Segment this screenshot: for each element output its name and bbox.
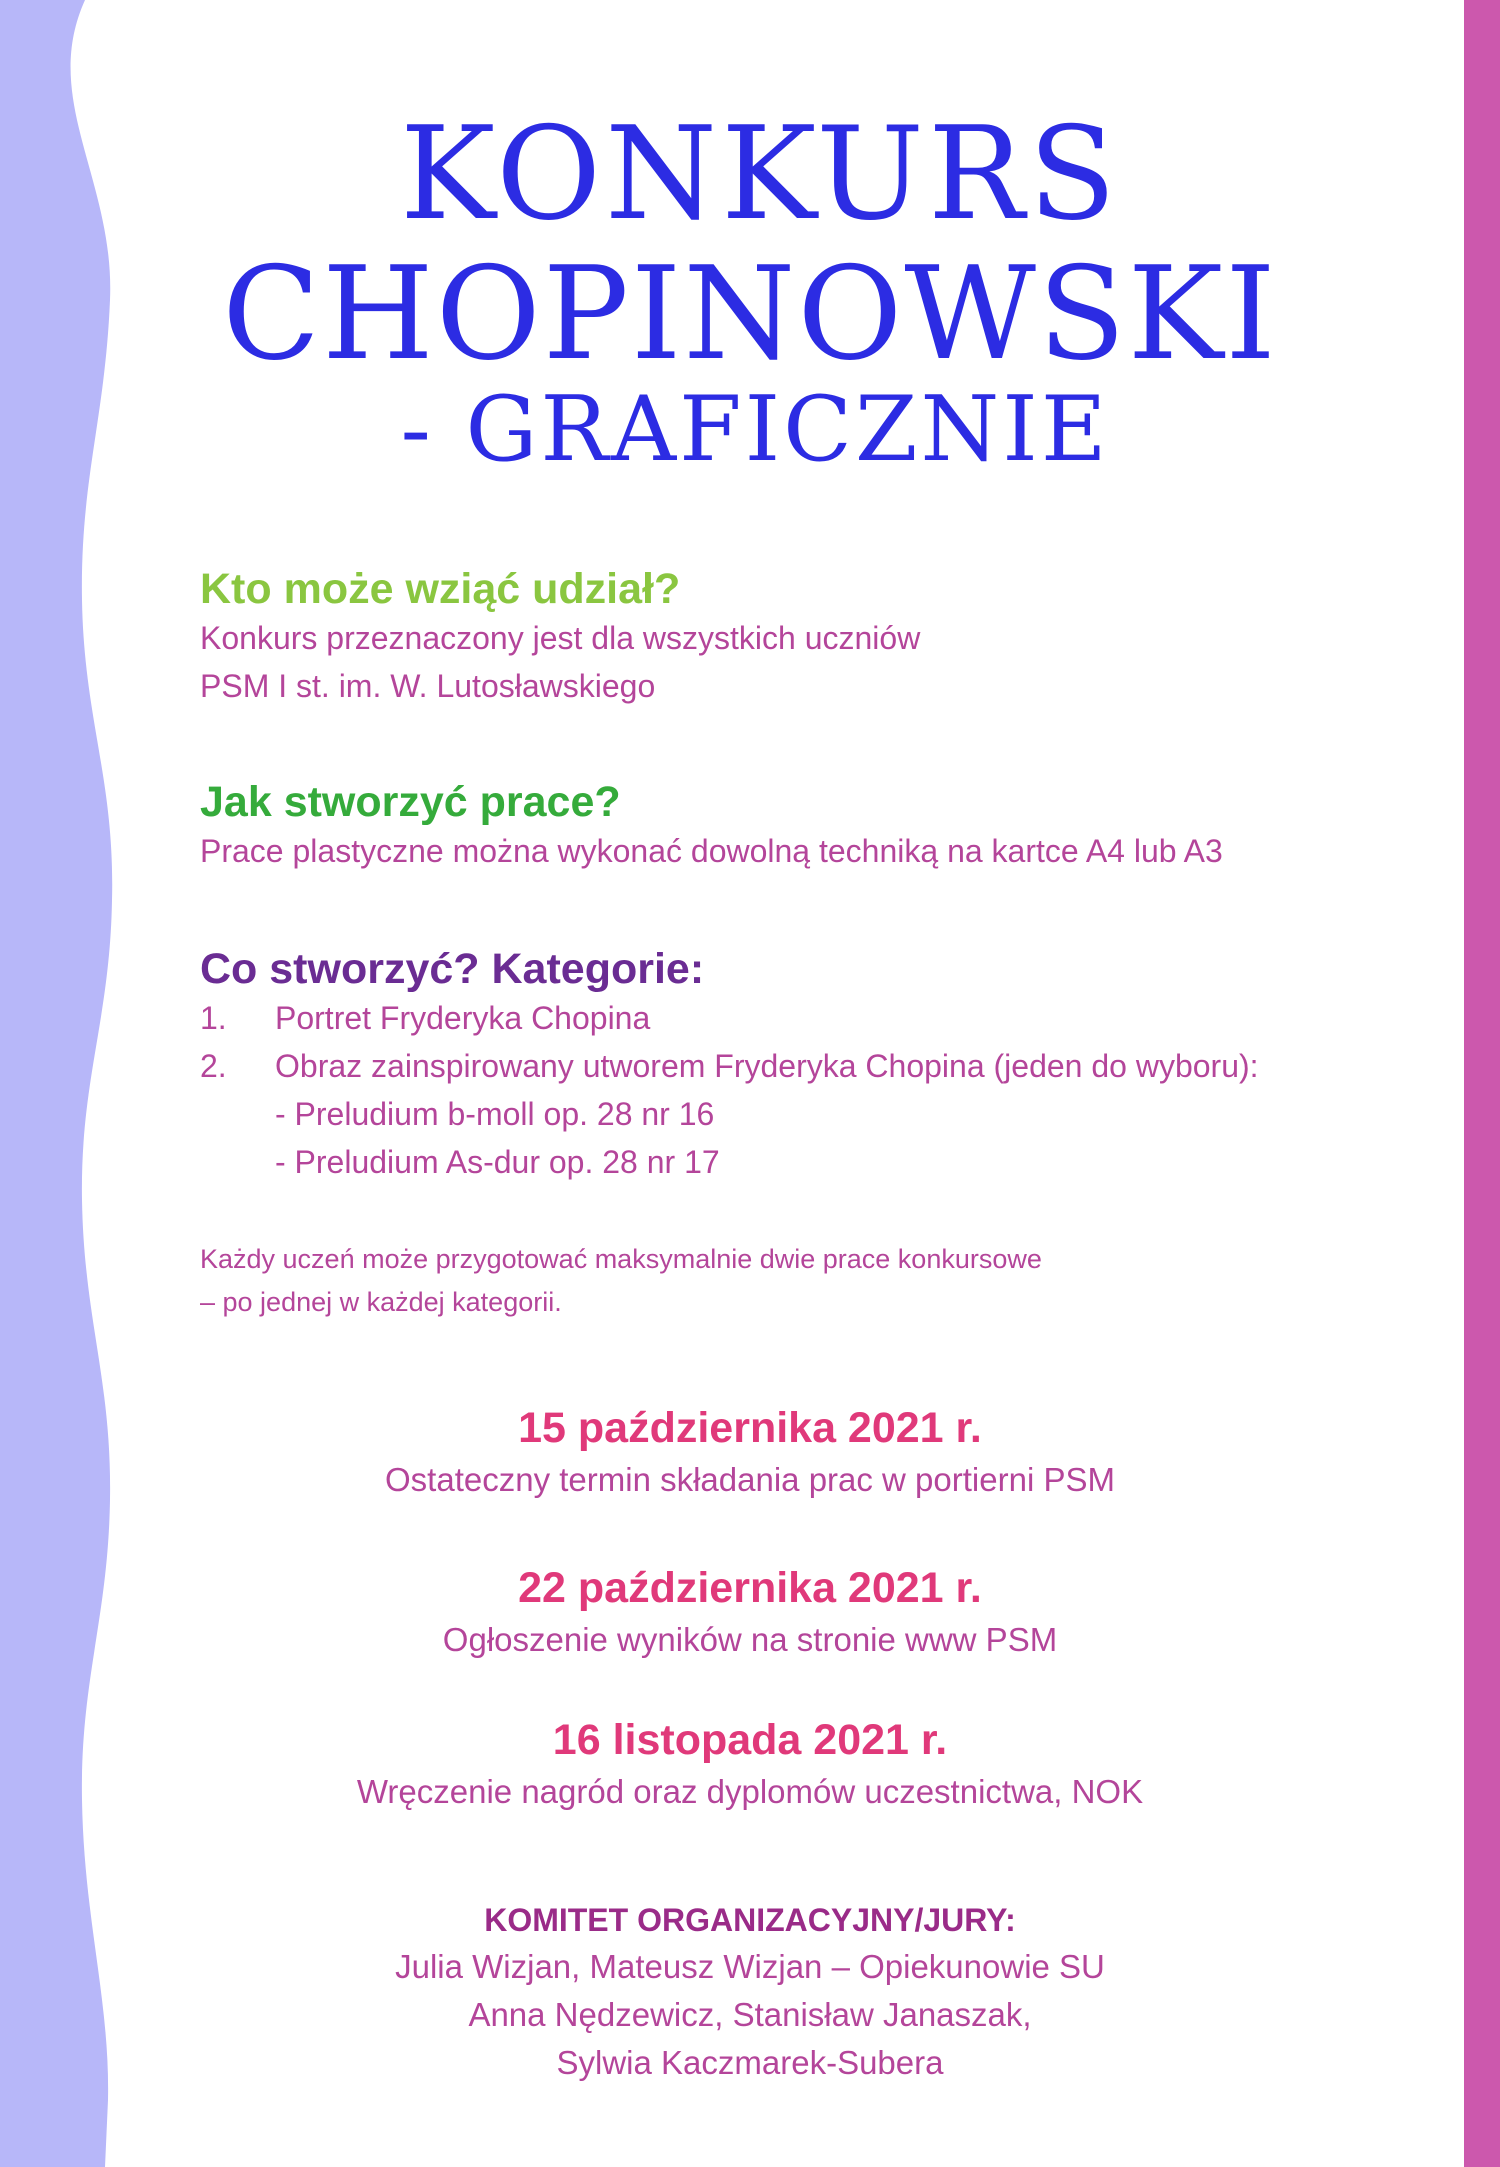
- date-description: Ogłoszenie wyników na stronie www PSM: [442, 1621, 1058, 1658]
- how-text: Prace plastyczne można wykonać dowolną techniką na kartce A4 lub A3: [200, 833, 1223, 869]
- who-heading: Kto może wziąć udział?: [200, 565, 681, 613]
- category-label: Obraz zainspirowany utworem Fryderyka Chopina (jeden do wyboru):: [275, 1048, 1259, 1084]
- category-label: Portret Fryderyka Chopina: [275, 1000, 651, 1036]
- date-heading: 16 listopada 2021 r.: [552, 1716, 948, 1764]
- title-line-1: KONKURS: [399, 100, 1121, 249]
- how-heading: Jak stworzyć prace?: [200, 778, 621, 826]
- date-block-3: [0, 1712, 1500, 1816]
- category-number: 2.: [200, 1048, 227, 1084]
- committee-member: Julia Wizjan, Mateusz Wizjan – Opiekunowie SU: [395, 1948, 1105, 1985]
- title-line-3: - GRAFICZNIE: [400, 377, 1110, 482]
- section-how: [200, 778, 1223, 875]
- date-block-2: [0, 1560, 1500, 1664]
- categories-heading: Co stworzyć? Kategorie:: [200, 945, 705, 993]
- committee-block: [0, 1897, 1500, 2087]
- committee-member: Anna Nędzewicz, Stanisław Janaszak,: [468, 1996, 1032, 2033]
- title-line-2: CHOPINOWSKI: [222, 240, 1278, 389]
- who-line-1: Konkurs przeznaczony jest dla wszystkich uczniów: [200, 620, 921, 656]
- date-block-1: [0, 1400, 1500, 1504]
- committee-heading: KOMITET ORGANIZACYJNY/JURY:: [484, 1902, 1016, 1938]
- category-number: 1.: [200, 1000, 227, 1036]
- note-line-2: – po jednej w każdej kategorii.: [200, 1287, 562, 1317]
- category-item: [200, 1042, 1259, 1090]
- date-description: Wręczenie nagród oraz dyplomów uczestnictwa, NOK: [356, 1773, 1144, 1810]
- date-description: Ostateczny termin składania prac w portierni PSM: [385, 1461, 1115, 1498]
- category-item: [200, 994, 1259, 1042]
- section-note: [200, 1238, 1042, 1324]
- section-categories: [200, 945, 1259, 1186]
- date-heading: 15 października 2021 r.: [518, 1404, 982, 1452]
- category-sub-item: - Preludium b-moll op. 28 nr 16: [275, 1096, 715, 1132]
- note-line-1: Każdy uczeń może przygotować maksymalnie dwie prace konkursowe: [200, 1244, 1042, 1274]
- date-heading: 22 października 2021 r.: [518, 1564, 982, 1612]
- committee-member: Sylwia Kaczmarek-Subera: [556, 2044, 944, 2081]
- who-line-2: PSM I st. im. W. Lutosławskiego: [200, 668, 656, 704]
- section-who: [200, 565, 920, 710]
- category-sub-item: - Preludium As-dur op. 28 nr 17: [275, 1144, 720, 1180]
